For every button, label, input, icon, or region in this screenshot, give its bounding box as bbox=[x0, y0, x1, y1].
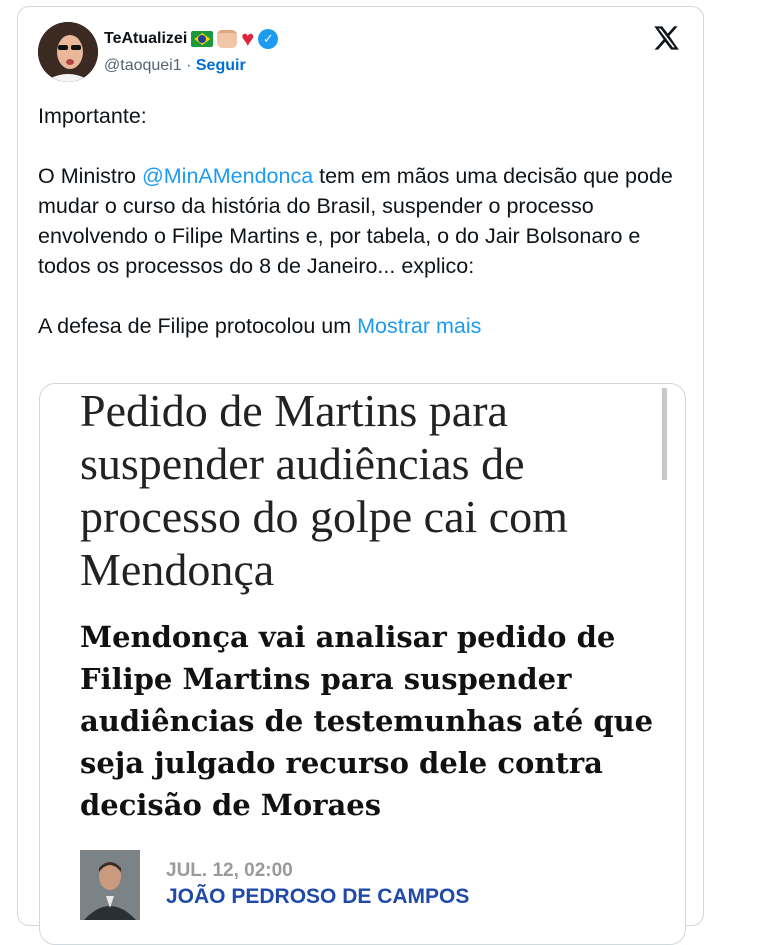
para2-prefix: O Ministro bbox=[38, 164, 142, 188]
tweet-text-paragraph3 bbox=[38, 311, 678, 341]
article-author: JOÃO PEDROSO DE CAMPOS bbox=[166, 885, 470, 908]
verified-badge-icon: ✓ bbox=[258, 29, 278, 49]
article-date: JUL. 12, 02:00 bbox=[166, 860, 293, 881]
display-name-row[interactable] bbox=[104, 26, 278, 51]
author-photo bbox=[80, 850, 140, 920]
tweet-text-paragraph2 bbox=[38, 161, 678, 281]
heart-icon: ♥ bbox=[241, 26, 255, 51]
show-more-link[interactable]: Mostrar mais bbox=[357, 314, 482, 338]
attached-image[interactable] bbox=[39, 383, 686, 945]
x-logo-icon[interactable] bbox=[652, 24, 680, 52]
display-name[interactable]: TeAtualizei bbox=[104, 30, 188, 47]
para3-prefix: A defesa de Filipe protocolou um bbox=[38, 314, 358, 338]
separator-dot: · bbox=[186, 57, 192, 74]
author-photo-image bbox=[80, 850, 140, 920]
brazil-flag-icon bbox=[191, 31, 213, 47]
image-scrollbar bbox=[662, 388, 667, 480]
tweet-text bbox=[38, 101, 678, 341]
tweet-card bbox=[17, 6, 704, 926]
avatar-image bbox=[38, 22, 98, 82]
follow-button[interactable]: Seguir bbox=[195, 57, 246, 74]
mention-link[interactable]: @MinAMendonca bbox=[141, 164, 314, 188]
article-headline: Pedido de Martins para suspender audiências de processo do golpe cai com Mendonça bbox=[80, 385, 568, 595]
fist-icon bbox=[217, 30, 237, 48]
tweet-text-line1: Importante: bbox=[38, 104, 147, 128]
para2-rest: tem em mãos uma decisão que pode mudar o curso da história do Brasil, suspender o processo envolvendo o Filipe Martins e, por tabela, o do Jair Bolsonaro e todos os processos do 8 de Janeiro... explico: bbox=[38, 164, 673, 278]
article-subhead: Mendonça vai analisar pedido de Filipe Martins para suspender audiências de testemunhas até que seja julgado recurso dele contra decisão de Moraes bbox=[80, 620, 654, 822]
user-handle[interactable]: @taoquei1 bbox=[104, 57, 182, 74]
user-avatar[interactable] bbox=[38, 22, 98, 82]
handle-row bbox=[104, 57, 246, 75]
